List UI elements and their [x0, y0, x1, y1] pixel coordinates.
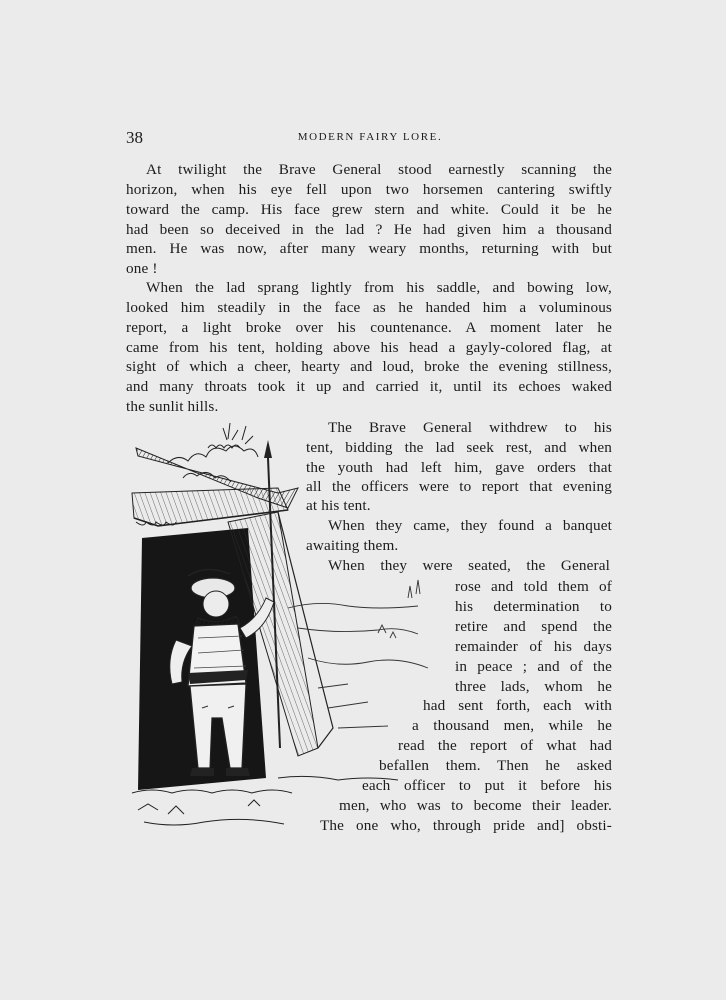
text-line: had been so deceived in the lad ? He had given him a thousand: [126, 221, 612, 238]
text-line: sight of which a cheer, hearty and loud, broke the evening stillness,: [126, 358, 612, 375]
text-line: befallen them. Then he asked: [379, 757, 612, 774]
text-line: the youth had left him, gave orders that: [306, 459, 612, 476]
text-line: and many throats took it up and carried it, until its echoes waked: [126, 378, 612, 395]
text-line: report, a light broke over his countenance. A moment later he: [126, 319, 612, 336]
text-line: When they came, they found a banquet: [328, 517, 612, 534]
running-head: MODERN FAIRY LORE.: [297, 131, 443, 143]
text-line: toward the camp. His face grew stern and white. Could it be he: [126, 201, 612, 218]
text-line: one !: [126, 260, 158, 277]
text-line: men, who was to become their leader.: [339, 797, 612, 814]
text-line: At twilight the Brave General stood earnestly scanning the: [146, 161, 612, 178]
text-line: read the report of what had: [398, 737, 612, 754]
text-line: When the lad sprang lightly from his saddle, and bowing low,: [146, 279, 612, 296]
foliage-sketch: [168, 423, 258, 482]
text-line: a thousand men, while he: [412, 717, 612, 734]
text-line: in peace ; and of the: [455, 658, 612, 675]
text-line: rose and told them of: [455, 578, 612, 595]
page-header: [126, 128, 614, 150]
text-line: looked him steadily in the face as he handed him a voluminous: [126, 299, 612, 316]
text-line: horizon, when his eye fell upon two horsemen cantering swiftly: [126, 181, 612, 198]
text-line: The one who, through pride and] obsti-: [320, 817, 612, 834]
text-line: tent, bidding the lad seek rest, and when: [306, 439, 612, 456]
text-line: awaiting them.: [306, 537, 399, 554]
text-line: men. He was now, after many weary months, returning with but: [126, 240, 612, 257]
text-line: The Brave General withdrew to his: [328, 419, 612, 436]
page-number: 38: [126, 128, 143, 147]
text-line: all the officers were to report that evening: [306, 478, 612, 495]
text-line: remainder of his days: [455, 638, 612, 655]
soldier-at-tent-illustration: [128, 418, 438, 836]
text-line: had sent forth, each with: [423, 697, 612, 714]
text-line: three lads, whom he: [455, 678, 612, 695]
text-line: retire and spend the: [455, 618, 612, 635]
text-line: came from his tent, holding above his head a gayly-colored flag, at: [126, 339, 612, 356]
text-line: his determination to: [455, 598, 612, 615]
text-line: the sunlit hills.: [126, 398, 219, 415]
text-line: When they were seated, the General: [328, 557, 610, 574]
text-line: at his tent.: [306, 497, 371, 514]
text-line: each officer to put it before his: [362, 777, 612, 794]
